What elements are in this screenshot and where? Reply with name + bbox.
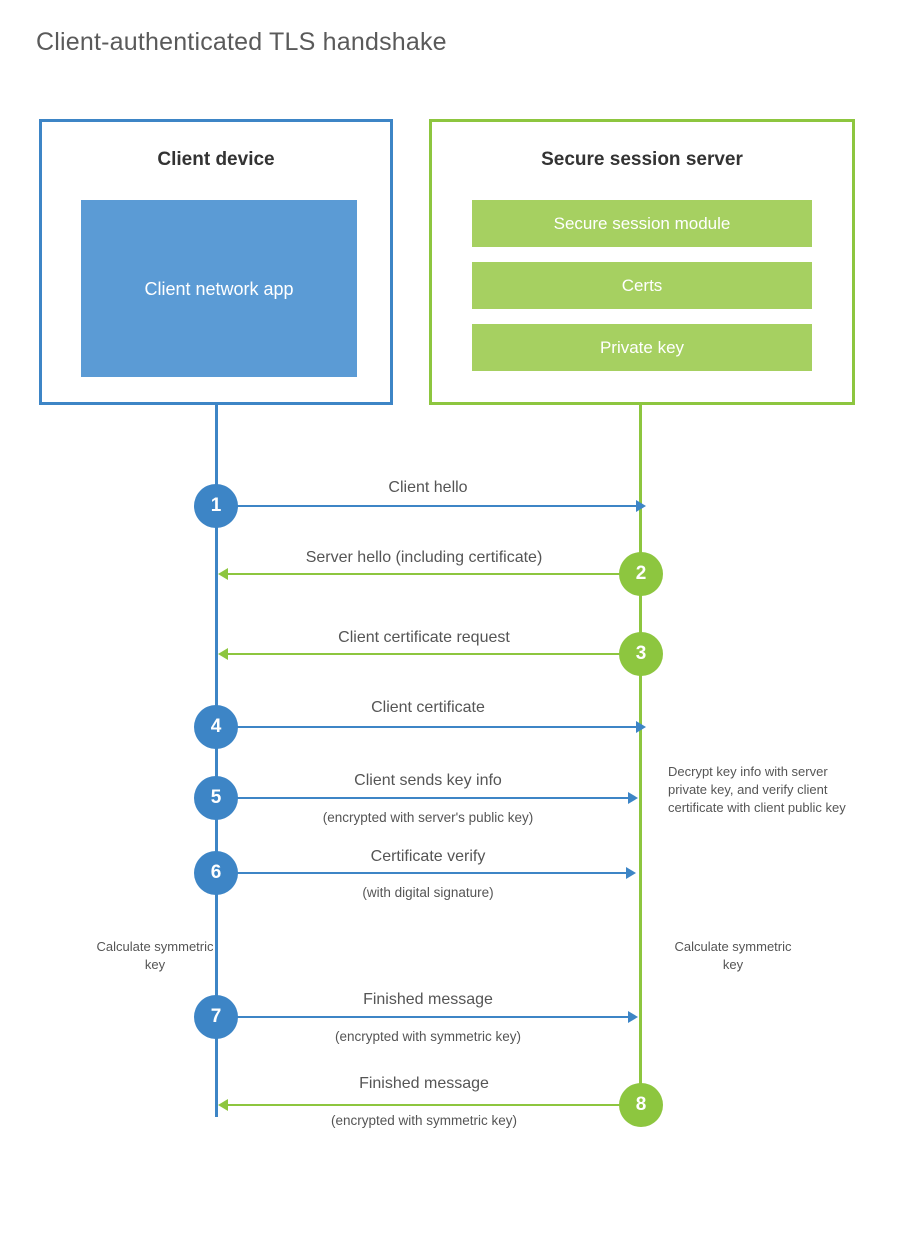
arrow-head-step-7 (628, 1011, 638, 1023)
arrow-head-step-2 (218, 568, 228, 580)
arrow-step-2 (228, 573, 620, 575)
note-server-decrypt: Decrypt key info with server private key, and verify client certificate with client public key (668, 764, 846, 815)
arrow-step-7 (218, 1016, 630, 1018)
step-badge-7: 7 (194, 995, 238, 1039)
step-sublabel-7: (encrypted with symmetric key) (334, 1029, 522, 1044)
client-device-box (39, 119, 393, 405)
note-client-calculate-symmetric-key: Calculate symmetric key (96, 939, 214, 972)
step-label-8: Finished message (359, 1075, 489, 1092)
step-badge-4: 4 (194, 705, 238, 749)
arrow-head-step-3 (218, 648, 228, 660)
step-badge-3: 3 (619, 632, 663, 676)
arrow-head-step-8 (218, 1099, 228, 1111)
arrow-step-1 (218, 505, 638, 507)
arrow-step-8 (228, 1104, 620, 1106)
arrow-step-5 (218, 797, 630, 799)
arrow-step-4 (218, 726, 638, 728)
server-component-certs: Certs (472, 262, 812, 309)
step-badge-5: 5 (194, 776, 238, 820)
step-label-4: Client certificate (371, 699, 485, 716)
step-badge-6: 6 (194, 851, 238, 895)
secure-session-server-box (429, 119, 855, 405)
step-label-7: Finished message (363, 991, 493, 1008)
server-component-secure-session-module: Secure session module (472, 200, 812, 247)
step-badge-8: 8 (619, 1083, 663, 1127)
step-sublabel-8: (encrypted with symmetric key) (330, 1113, 518, 1128)
arrow-head-step-1 (636, 500, 646, 512)
step-badge-1: 1 (194, 484, 238, 528)
page-title: Client-authenticated TLS handshake (36, 28, 447, 56)
step-label-5: Client sends key info (354, 772, 502, 789)
arrow-head-step-4 (636, 721, 646, 733)
secure-session-server-title: Secure session server (541, 149, 743, 170)
step-label-3: Client certificate request (338, 629, 510, 646)
arrow-head-step-5 (628, 792, 638, 804)
step-badge-2: 2 (619, 552, 663, 596)
step-sublabel-5: (encrypted with server's public key) (322, 810, 534, 825)
server-component-private-key: Private key (472, 324, 812, 371)
arrow-head-step-6 (626, 867, 636, 879)
step-label-1: Client hello (388, 479, 468, 496)
client-device-title: Client device (157, 149, 275, 170)
arrow-step-6 (218, 872, 628, 874)
client-network-app-component: Client network app (81, 200, 357, 377)
note-server-calculate-symmetric-key: Calculate symmetric key (674, 939, 792, 972)
step-sublabel-6: (with digital signature) (362, 885, 494, 900)
step-label-2: Server hello (including certificate) (305, 549, 543, 566)
step-label-6: Certificate verify (370, 848, 486, 865)
arrow-step-3 (228, 653, 620, 655)
